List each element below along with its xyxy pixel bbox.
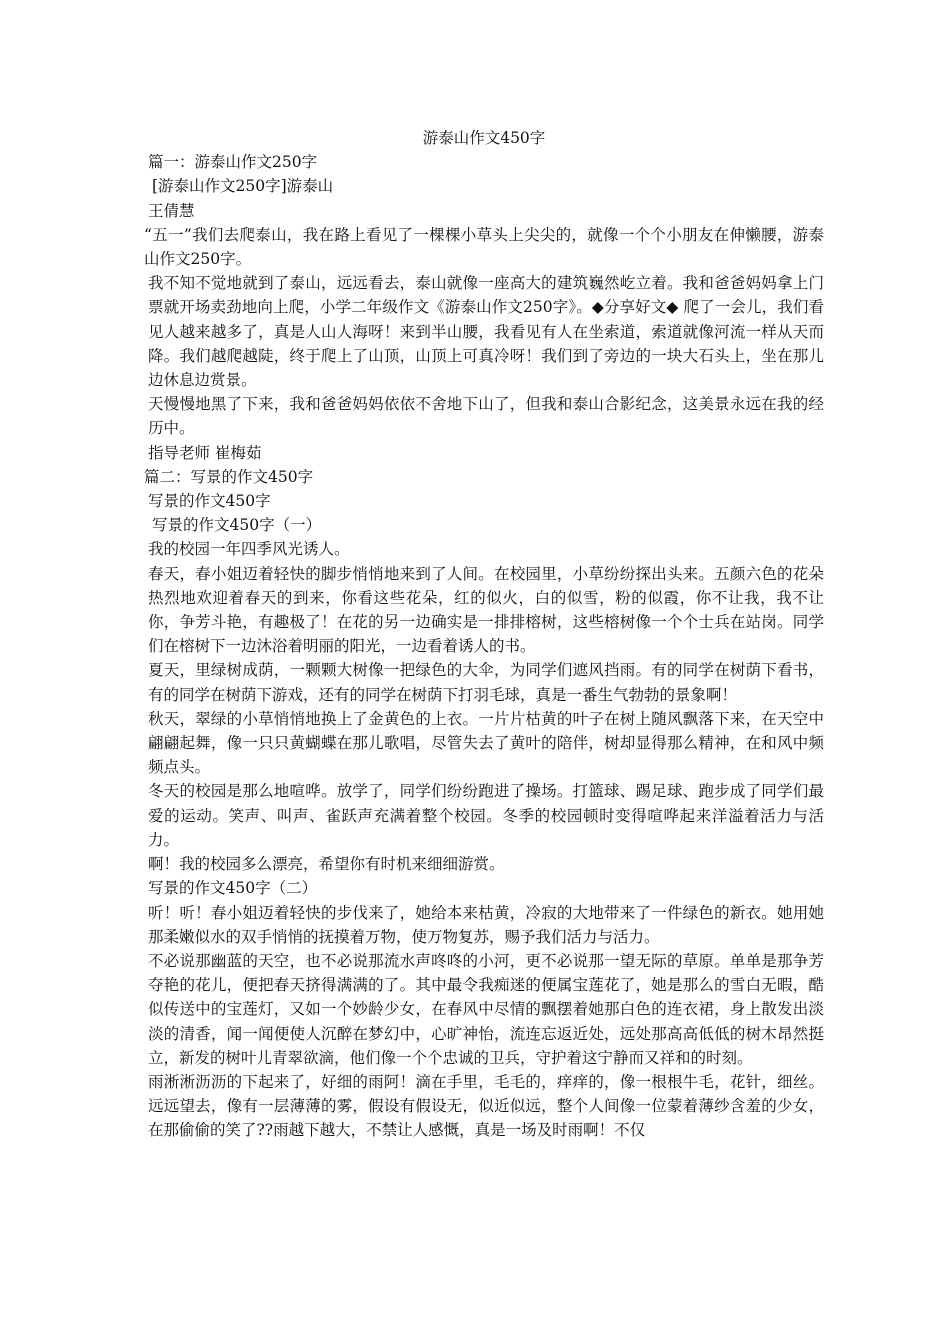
paragraph: 啊！我的校园多么漂亮，希望你有时机来细细游赏。 [148,855,505,874]
paragraph: 我的校园一年四季风光诱人。 [148,540,350,559]
paragraph: “五一”我们去爬泰山，我在路上看见了一棵棵小草头上尖尖的，就像一个个小朋友在伸懒腰，游泰山作文250字。 [144,225,824,269]
paragraph: 秋天，翠绿的小草悄悄地换上了金黄色的上衣。一片片枯黄的叶子在树上随风飘落下来，在天空中翩翩起舞，像一只只黄蝴蝶在那儿歌唱，尽管失去了黄叶的陪伴，树却显得那么精神，在和风中频频点头。 [148,709,824,777]
paragraph: 不必说那幽蓝的天空，也不必说那流水声咚咚的小河，更不必说那一望无际的草原。单单是那争芳夺艳的花儿，便把春天挤得满满的了。其中最令我痴迷的便属宝莲花了，她是那么的雪白无暇，酷似传送中的宝莲灯，又如一个妙龄少女，在春风中尽情的飘摆着她那白色的连衣裙，身上散发出淡淡的清香，闻一闻便使人沉醉在梦幻中，心旷神怡，流连忘返近处，远处那高高低低的树木昂然挺立，新发的树叶儿青翠欲滴，他们像一个个忠诚的卫兵，守护着这宁静而又祥和的时刻。 [148,951,824,1067]
document-body [144,126,824,1143]
paragraph: 听！听！春小姐迈着轻快的步伐来了，她给本来枯黄，冷寂的大地带来了一件绿色的新衣。她用她那柔嫩似水的双手悄悄的抚摸着万物，使万物复苏，赐予我们活力与活力。 [148,903,824,946]
paragraph: 冬天的校园是那么地喧哗。放学了，同学们纷纷跑进了操场。打篮球、踢足球、跑步成了同学们最爱的运动。笑声、叫声、雀跃声充满着整个校园。冬季的校园顿时变得喧哗起来洋溢着活力与活力。 [148,782,824,849]
paragraph: 夏天，里绿树成荫，一颗颗大树像一把绿色的大伞，为同学们遮风挡雨。有的同学在树荫下看书，有的同学在树荫下游戏，还有的同学在树荫下打羽毛球，真是一番生气勃勃的景象啊！ [148,661,824,704]
subsection-heading: 写景的作文450字（一） [152,516,322,535]
subsection-heading: 写景的作文450字（二） [148,879,318,898]
paragraph: 春天，春小姐迈着轻快的脚步悄悄地来到了人间。在校园里，小草纷纷探出头来。五颜六色的花朵热烈地欢迎着春天的到来，你看这些花朵，红的似火，白的似雪，粉的似霞，你不让我，我不让你，争芳斗艳，有趣极了！在花的另一边确实是一排排榕树，这些榕树像一个个士兵在站岗。同学们在榕树下一边沐浴着明丽的阳光，一边看着诱人的书。 [148,564,824,656]
paragraph: 我不知不觉地就到了泰山，远远看去，泰山就像一座高大的建筑巍然屹立着。我和爸爸妈妈拿上门票就开场卖劲地向上爬，小学二年级作文《游泰山作文250字》。◆分享好文◆ 爬了一会儿，我们看见人越来越多了，真是人山人海呀！来到半山腰，我看见有人在坐索道，索道就像河流一样从天而降。我们越爬越陡，终于爬上了山顶，山顶上可真冷呀！我们到了旁边的一块大石头上，坐在那儿边休息边赏景。 [148,274,824,390]
teacher-credit: 指导老师 崔梅茹 [148,443,262,462]
document-title: 游泰山作文450字 [422,129,546,147]
article-title: [游泰山作文250字]游泰山 [152,177,334,196]
subsection-title: 写景的作文450字 [148,492,271,511]
section-heading-2: 篇二：写景的作文450字 [144,467,314,486]
section-heading-1: 篇一：游泰山作文250字 [148,153,318,172]
paragraph: 雨淅淅沥沥的下起来了，好细的雨阿！滴在手里，毛毛的，痒痒的，像一根根牛毛，花针，细丝。远远望去，像有一层薄薄的雾，假设有假设无，似近似远，整个人间像一位蒙着薄纱含羞的少女，在那偷偷的笑了??雨越下越大，不禁让人感慨，真是一场及时雨啊！不仅 [148,1072,824,1140]
author-name: 王倩慧 [148,201,195,220]
paragraph: 天慢慢地黑了下来，我和爸爸妈妈依依不舍地下山了，但我和泰山合影纪念，这美景永远在我的经历中。 [148,395,824,438]
